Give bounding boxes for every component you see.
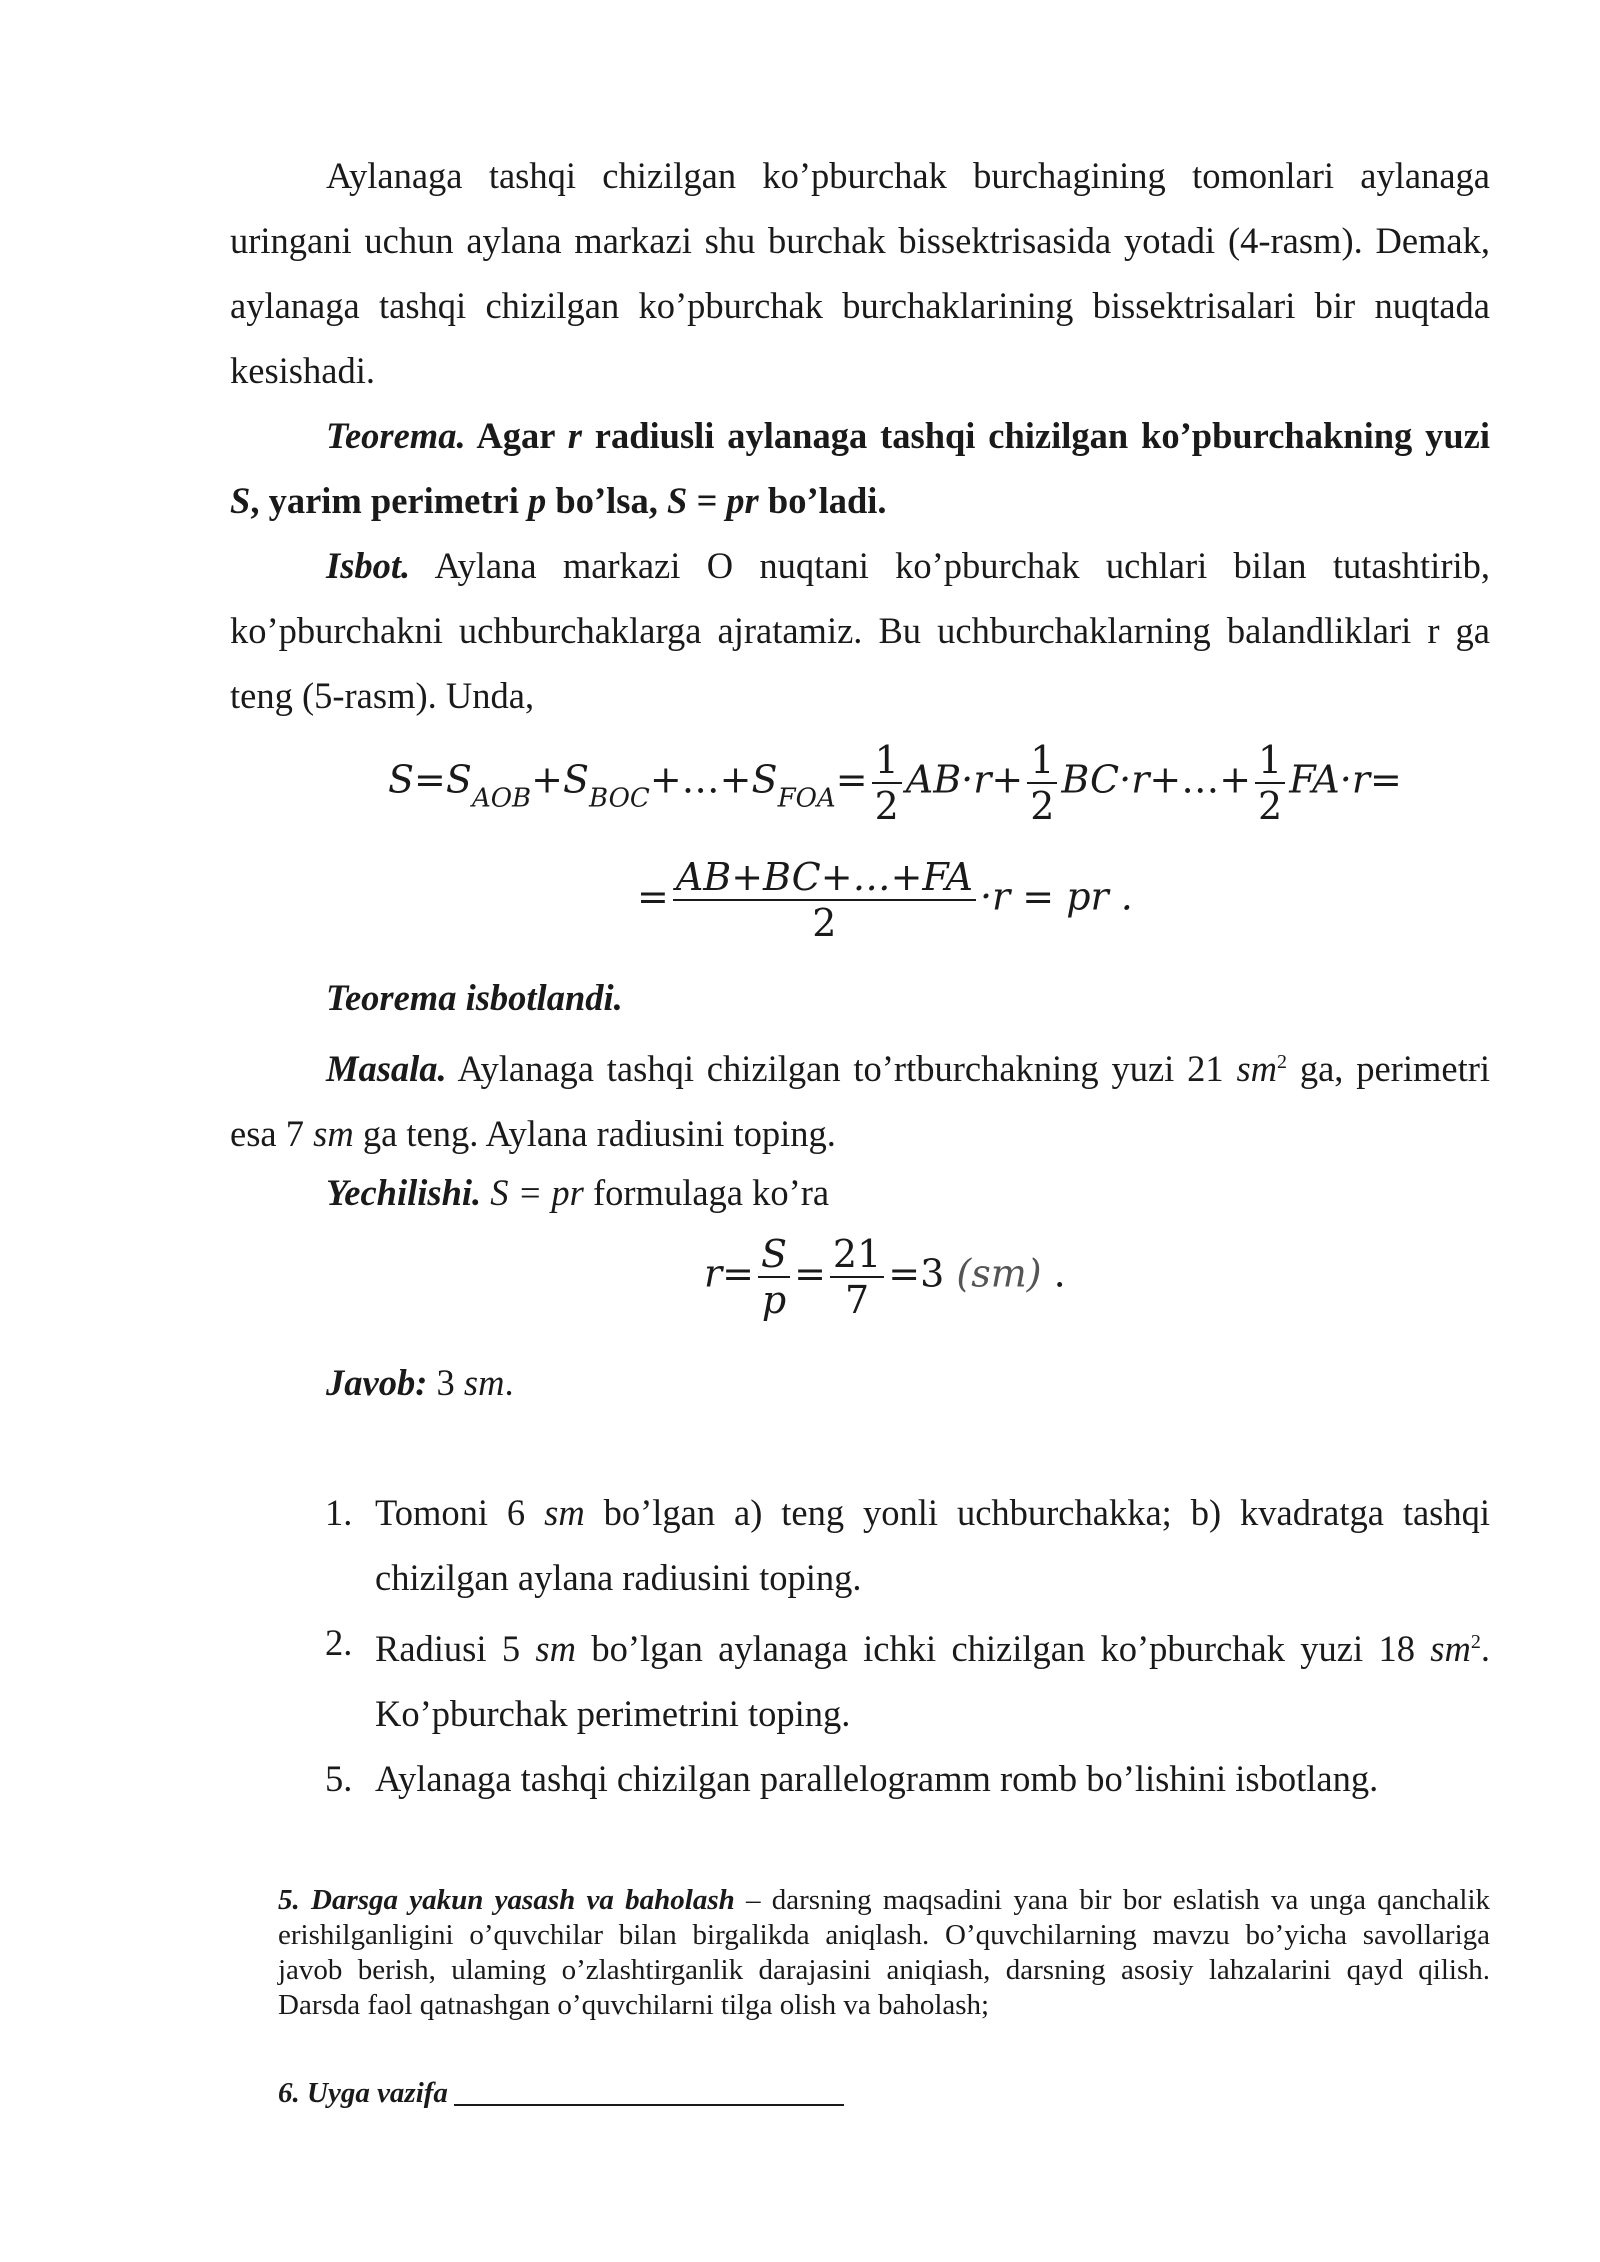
exercise-list xyxy=(325,1480,1490,1811)
proof-label: Isbot. xyxy=(326,545,411,586)
solution-label: Yechilishi. xyxy=(326,1172,482,1213)
problem-label: Masala. xyxy=(326,1048,447,1090)
homework-blank-line xyxy=(454,2074,844,2106)
intro-text: Aylanaga tashqi chizilgan ko’pburchak burchagining tomonlari aylanaga uringani uchun aylana markazi shu burchak bissektrisasida yotadi (4-rasm). Demak, aylanaga tashqi chizilgan ko’pburchak burchaklarining bissektrisalari bir nuqtada kesishadi. xyxy=(230,155,1490,391)
theorem-paragraph: Teorema. Agar r radiusli aylanaga tashqi chizilgan ko’pburchakning yuzi S, yarim perimetri p bo’lsa, S = pr bo’ladi. xyxy=(230,415,1491,521)
answer-label: Javob: xyxy=(326,1362,428,1403)
proof-text: Aylana markazi O nuqtani ko’pburchak uchlari bilan tutashtirib, ko’pburchakni uchburchaklarga ajratamiz. Bu uchburchaklarning balandliklari r ga teng (5-rasm). Unda, xyxy=(230,545,1490,716)
theorem-formula: S = pr xyxy=(666,480,759,521)
list-item: 1. Tomoni 6 sm bo’lgan a) teng yonli uchburchakka; b) kvadratga tashqi chizilgan aylana radiusini toping. xyxy=(325,1492,1491,1598)
proof-paragraph xyxy=(230,533,1490,728)
equation-area-sum: $S=S_{AOB}+S_{BOC}+\dots+S_{FOA}=$ $\frac{1}{2}$ AB·r+ $\frac{1}{2}$ BC·r+…+ $\frac{1}{2}$ FA·r= xyxy=(388,738,1402,828)
list-item: 5. Aylanaga tashqi chizilgan parallelogramm romb bo’lishini isbotlang. xyxy=(325,1758,1379,1800)
section-5: 5. Darsga yakun yasash va baholash – darsning maqsadini yana bir bor eslatish va unga qanchalik erishilganligini o’quvchilar bilan birgalikda aniqlash. O’quvchilarning mavzu bo’yicha savollariga javob berish, ulaming o’zlashtirganlik darajasini aniqiash, darsning asosiy lahzalarini qayd qilish. Darsda faol qatnashgan o’quvchilarni tilga olish va baholash; xyxy=(278,1884,1490,2021)
section-6 xyxy=(278,2074,1490,2111)
proof-end: Teorema isbotlandi. xyxy=(326,977,623,1018)
answer-paragraph: Javob: 3 sm. xyxy=(326,1362,514,1403)
section-5-label: 5. Darsga yakun yasash va baholash xyxy=(278,1884,735,1916)
problem-paragraph: Masala. Aylanaga tashqi chizilgan to’rtburchakning yuzi 21 $sm^2$ ga, perimetri esa 7 sm ga teng. Aylana radiusini toping. xyxy=(230,1048,1491,1155)
list-item: 2. Radiusi 5 sm bo’lgan aylanaga ichki chizilgan ko’pburchak yuzi 18 $sm^2$. Ko’pburchak perimetrini toping. xyxy=(325,1622,1490,1735)
equation-area-result: = $\frac{AB+BC+\dots+FA}{2}$ ·r = pr . xyxy=(637,855,1133,945)
solution-paragraph: Yechilishi. S = pr formulaga ko’ra xyxy=(326,1172,830,1213)
intro-paragraph xyxy=(230,143,1490,403)
theorem-label: Teorema. xyxy=(326,415,466,456)
equation-radius: r= $\frac{S}{p}$ = $\frac{21}{7}$ =3 (sm) . xyxy=(704,1232,1066,1322)
section-6-label: 6. Uyga vazifa xyxy=(278,2077,448,2109)
